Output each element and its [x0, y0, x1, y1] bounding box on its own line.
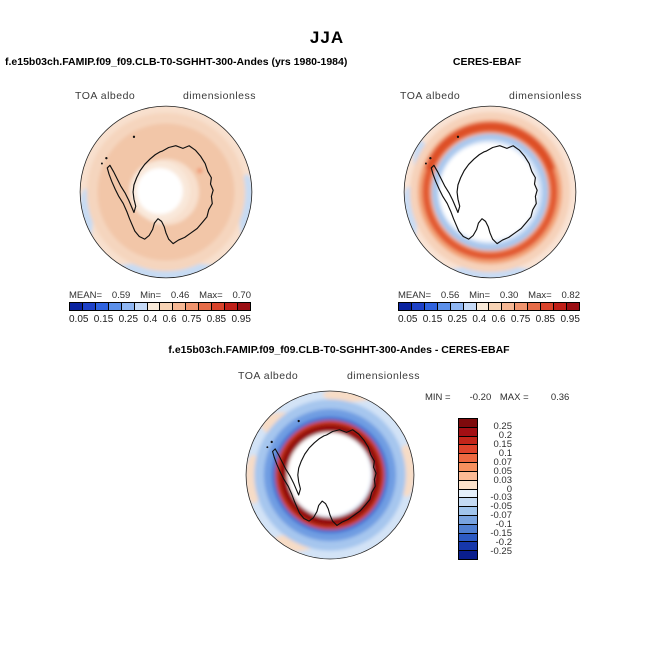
colorbar-segment — [488, 303, 501, 310]
colorbar-segment — [172, 303, 185, 310]
min-label: Min= — [469, 290, 491, 301]
diff-minmax-row — [425, 392, 569, 403]
colorbar-tick-label: 0 — [506, 483, 512, 495]
island-dot — [429, 157, 431, 159]
min-value: 0.46 — [170, 290, 190, 301]
diff-field-label: TOA albedo — [238, 370, 299, 382]
colorbar-tick-label: 0.25 — [118, 314, 139, 325]
colorbar-segment — [95, 303, 108, 310]
diff-units-label: dimensionless — [346, 370, 420, 382]
colorbar-segment — [82, 303, 95, 310]
mean-label: MEAN= — [69, 290, 102, 301]
island-dot — [298, 420, 300, 422]
colorbar-tick-label: 0.95 — [560, 314, 580, 325]
colorbar-segment — [459, 515, 477, 524]
colorbar-segment — [147, 303, 160, 310]
model-colorbar-ticks — [69, 314, 251, 325]
colorbar-segment — [159, 303, 172, 310]
colorbar-segment — [501, 303, 514, 310]
season-title: JJA — [309, 28, 345, 47]
colorbar-segment — [459, 436, 477, 445]
model-stats-row — [69, 290, 251, 301]
colorbar-tick-label: 0.25 — [493, 421, 512, 433]
island-dot — [101, 163, 103, 165]
diff-colorbar — [458, 418, 478, 560]
colorbar-tick-label: 0.25 — [447, 314, 468, 325]
max-label: Max= — [528, 290, 552, 301]
colorbar-tick-label: 0.4 — [143, 314, 158, 325]
model-colorbar — [69, 302, 251, 311]
colorbar-tick-label: -0.03 — [490, 492, 512, 504]
colorbar-tick-label: 0.75 — [181, 314, 202, 325]
colorbar-tick-label: 0.05 — [493, 465, 512, 477]
colorbar-segment — [540, 303, 553, 310]
diff-case-title: f.e15b03ch.FAMIP.f09_f09.CLB-T0-SGHHT-300-Andes - CERES-EBAF — [168, 344, 510, 356]
colorbar-tick-label: 0.2 — [498, 430, 512, 442]
model-albedo-map — [77, 103, 255, 281]
colorbar-segment — [424, 303, 437, 310]
obs-units-label: dimensionless — [508, 90, 582, 102]
colorbar-tick-label: 0.85 — [206, 314, 227, 325]
colorbar-segment — [527, 303, 540, 310]
colorbar-segment — [411, 303, 424, 310]
colorbar-segment — [459, 471, 477, 480]
colorbar-tick-label: -0.25 — [490, 545, 512, 557]
colorbar-tick-label: -0.15 — [490, 527, 512, 539]
colorbar-segment — [459, 497, 477, 506]
min-value: -0.20 — [469, 392, 492, 403]
max-label: Max= — [199, 290, 223, 301]
colorbar-tick-label: 0.03 — [493, 474, 512, 486]
mean-value: 0.59 — [111, 290, 131, 301]
colorbar-segment — [121, 303, 134, 310]
colorbar-segment — [459, 427, 477, 436]
min-label: MIN = — [425, 392, 451, 403]
colorbar-tick-label: 0.1 — [498, 448, 512, 459]
colorbar-segment — [198, 303, 211, 310]
colorbar-segment — [459, 489, 477, 498]
colorbar-segment — [108, 303, 121, 310]
max-value: 0.36 — [550, 392, 570, 403]
colorbar-tick-label: 0.07 — [493, 456, 512, 468]
colorbar-segment — [459, 506, 477, 515]
colorbar-segment — [459, 550, 477, 559]
colorbar-tick-label: 0.75 — [510, 314, 531, 325]
colorbar-segment — [476, 303, 489, 310]
colorbar-tick-label: -0.2 — [495, 536, 512, 548]
colorbar-segment — [459, 462, 477, 471]
colorbar-tick-label: 0.15 — [422, 314, 443, 325]
mean-value: 0.56 — [440, 290, 460, 301]
obs-colorbar-ticks — [398, 314, 580, 325]
colorbar-segment — [459, 533, 477, 542]
colorbar-tick-label: 0.05 — [398, 314, 418, 325]
colorbar-segment — [514, 303, 527, 310]
colorbar-segment — [463, 303, 476, 310]
colorbar-segment — [459, 444, 477, 453]
obs-albedo-map — [401, 103, 579, 281]
colorbar-tick-label: 0.4 — [472, 314, 487, 325]
model-case-title: f.e15b03ch.FAMIP.f09_f09.CLB-T0-SGHHT-300-Andes (yrs 1980-1984) — [5, 56, 348, 68]
model-field-label: TOA albedo — [75, 90, 136, 102]
colorbar-tick-label: -0.05 — [490, 501, 512, 513]
diff-colorbar-ticks — [482, 418, 512, 560]
island-dot — [457, 136, 459, 138]
diff-albedo-map — [243, 388, 417, 562]
colorbar-segment — [70, 303, 82, 310]
max-label: MAX = — [499, 392, 529, 403]
colorbar-segment — [237, 303, 250, 310]
island-dot — [133, 136, 135, 138]
colorbar-tick-label: 0.6 — [491, 314, 506, 325]
min-label: Min= — [140, 290, 162, 301]
colorbar-tick-label: -0.07 — [490, 510, 512, 522]
colorbar-segment — [459, 419, 477, 427]
colorbar-tick-label: -0.1 — [495, 519, 512, 530]
colorbar-segment — [459, 524, 477, 533]
island-dot — [266, 446, 268, 448]
colorbar-segment — [459, 480, 477, 489]
colorbar-segment — [450, 303, 463, 310]
colorbar-tick-label: 0.85 — [535, 314, 556, 325]
min-value: 0.30 — [499, 290, 519, 301]
colorbar-tick-label: 0.05 — [69, 314, 89, 325]
obs-field-label: TOA albedo — [400, 90, 461, 102]
island-dot — [425, 163, 427, 165]
max-value: 0.82 — [561, 290, 580, 301]
island-dot — [105, 157, 107, 159]
colorbar-segment — [224, 303, 237, 310]
colorbar-segment — [185, 303, 198, 310]
obs-stats-row — [398, 290, 580, 301]
island-dot — [271, 441, 273, 443]
model-units-label: dimensionless — [182, 90, 256, 102]
colorbar-segment — [566, 303, 579, 310]
obs-colorbar — [398, 302, 580, 311]
colorbar-segment — [134, 303, 147, 310]
colorbar-tick-label: 0.6 — [162, 314, 177, 325]
colorbar-segment — [211, 303, 224, 310]
colorbar-tick-label: 0.95 — [231, 314, 251, 325]
obs-case-title: CERES-EBAF — [452, 56, 522, 68]
colorbar-segment — [553, 303, 566, 310]
colorbar-tick-label: 0.15 — [493, 439, 512, 451]
colorbar-segment — [437, 303, 450, 310]
colorbar-tick-label: 0.15 — [93, 314, 114, 325]
colorbar-segment — [459, 541, 477, 550]
colorbar-segment — [459, 453, 477, 462]
colorbar-segment — [399, 303, 411, 310]
max-value: 0.70 — [232, 290, 251, 301]
mean-label: MEAN= — [398, 290, 431, 301]
